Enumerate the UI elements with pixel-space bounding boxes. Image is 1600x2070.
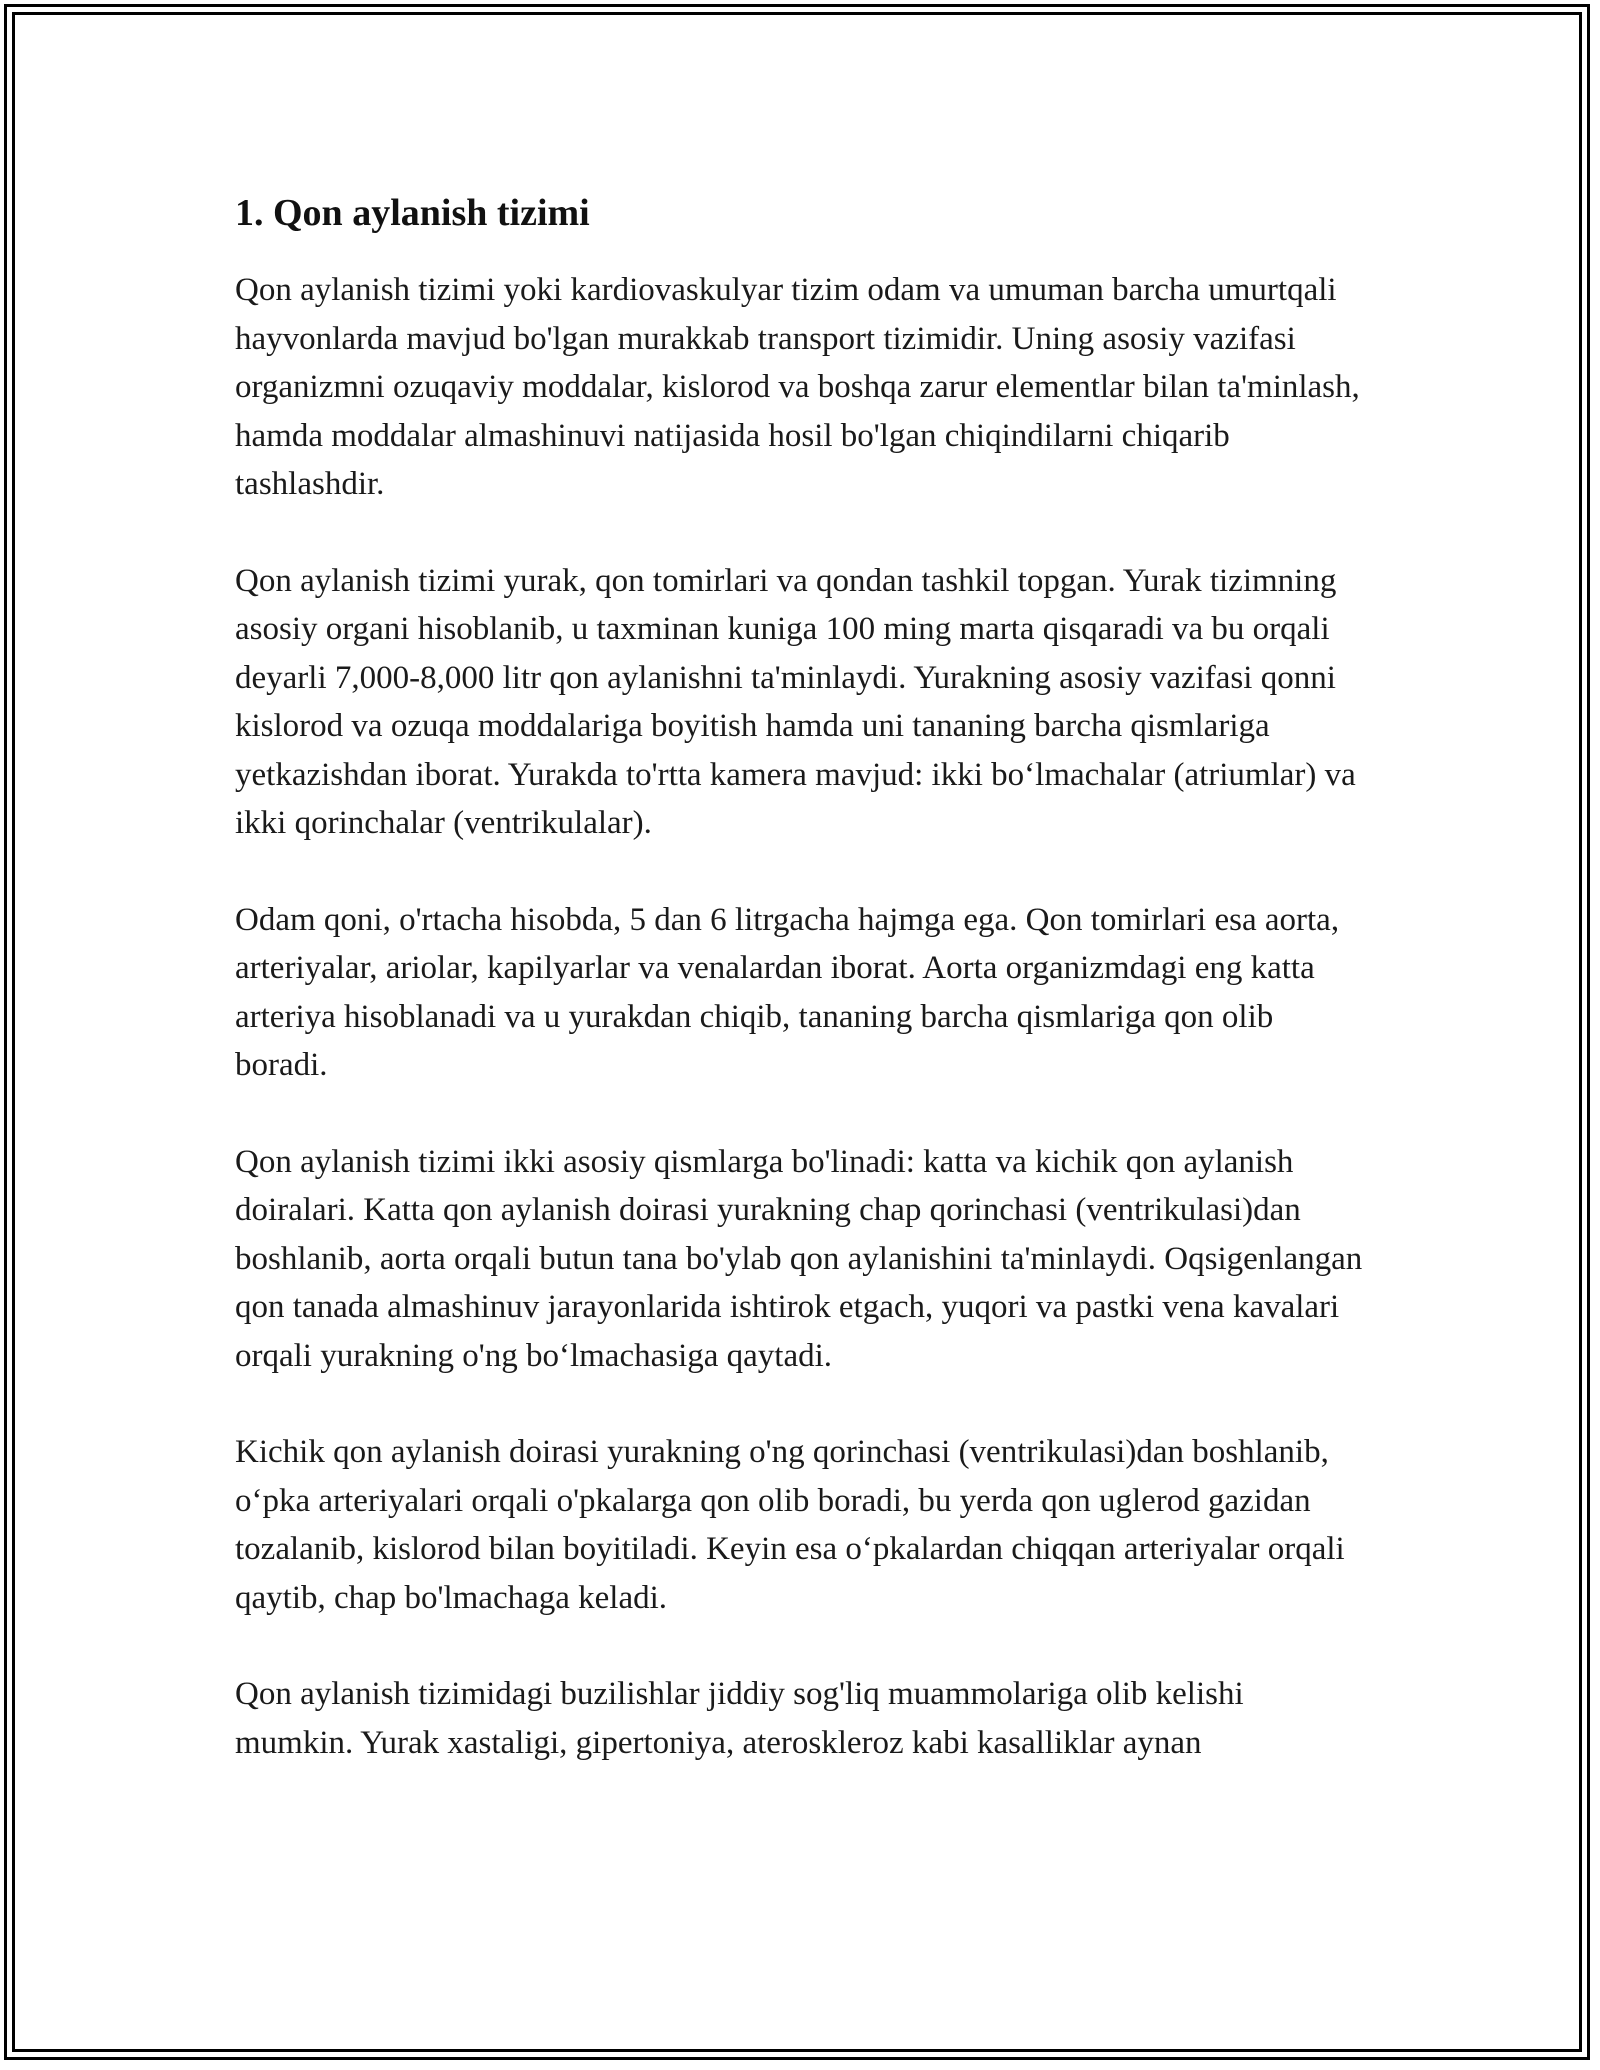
paragraph-1: Qon aylanish tizimi yoki kardiovaskulyar tizim odam va umuman barcha umurtqali hayvonlarda mavjud bo'lgan murakkab transport tizimidir. Uning asosiy vazifasi organizmni ozuqaviy moddalar, kislorod va boshqa zarur elementlar bilan ta'minlash, hamda moddalar almashinuvi natijasida hosil bo'lgan chiqindilarni chiqarib tashlashdir.	[235, 272, 1360, 502]
page-title: 1. Qon aylanish tizimi	[235, 192, 590, 234]
paragraph-6: Qon aylanish tizimidagi buzilishlar jiddiy sog'liq muammolariga olib kelishi mumkin. Yurak xastaligi, gipertoniya, ateroskleroz kabi kasalliklar aynan	[235, 1676, 1244, 1761]
paragraph-3: Odam qoni, o'rtacha hisobda, 5 dan 6 litrgacha hajmga ega. Qon tomirlari esa aorta, arteriyalar, ariolar, kapilyarlar va venalardan iborat. Aorta organizmdagi eng katta arteriya hisoblanadi va u yurakdan chiqib, tananing barcha qismlariga qon olib boradi.	[235, 901, 1340, 1083]
paragraph-2: Qon aylanish tizimi yurak, qon tomirlari va qondan tashkil topgan. Yurak tizimning asosiy organi hisoblanib, u taxminan kuniga 100 ming marta qisqaradi va bu orqali deyarli 7,000-8,000 litr qon aylanishni ta'minlaydi. Yurakning asosiy vazifasi qonni kislorod va ozuqa moddalariga boyitish hamda uni tananing barcha qismlariga yetkazishdan iborat. Yurakda to'rtta kamera mavjud: ikki bo‘lmachalar (atriumlar) va ikki qorinchalar (ventrikulalar).	[235, 562, 1356, 841]
document-body	[235, 188, 1365, 1815]
paragraph-5: Kichik qon aylanish doirasi yurakning o'ng qorinchasi (ventrikulasi)dan boshlanib, o‘pka arteriyalari orqali o'pkalarga qon olib boradi, bu yerda qon uglerod gazidan tozalanib, kislorod bilan boyitiladi. Keyin esa o‘pkalardan chiqqan arteriyalar orqali qaytib, chap bo'lmachaga keladi.	[235, 1434, 1345, 1616]
paragraph-4: Qon aylanish tizimi ikki asosiy qismlarga bo'linadi: katta va kichik qon aylanish doiralari. Katta qon aylanish doirasi yurakning chap qorinchasi (ventrikulasi)dan boshlanib, aorta orqali butun tana bo'ylab qon aylanishini ta'minlaydi. Oqsigenlangan qon tanada almashinuv jarayonlarida ishtirok etgach, yuqori va pastki vena kavalari orqali yurakning o'ng bo‘lmachasiga qaytadi.	[235, 1143, 1363, 1374]
